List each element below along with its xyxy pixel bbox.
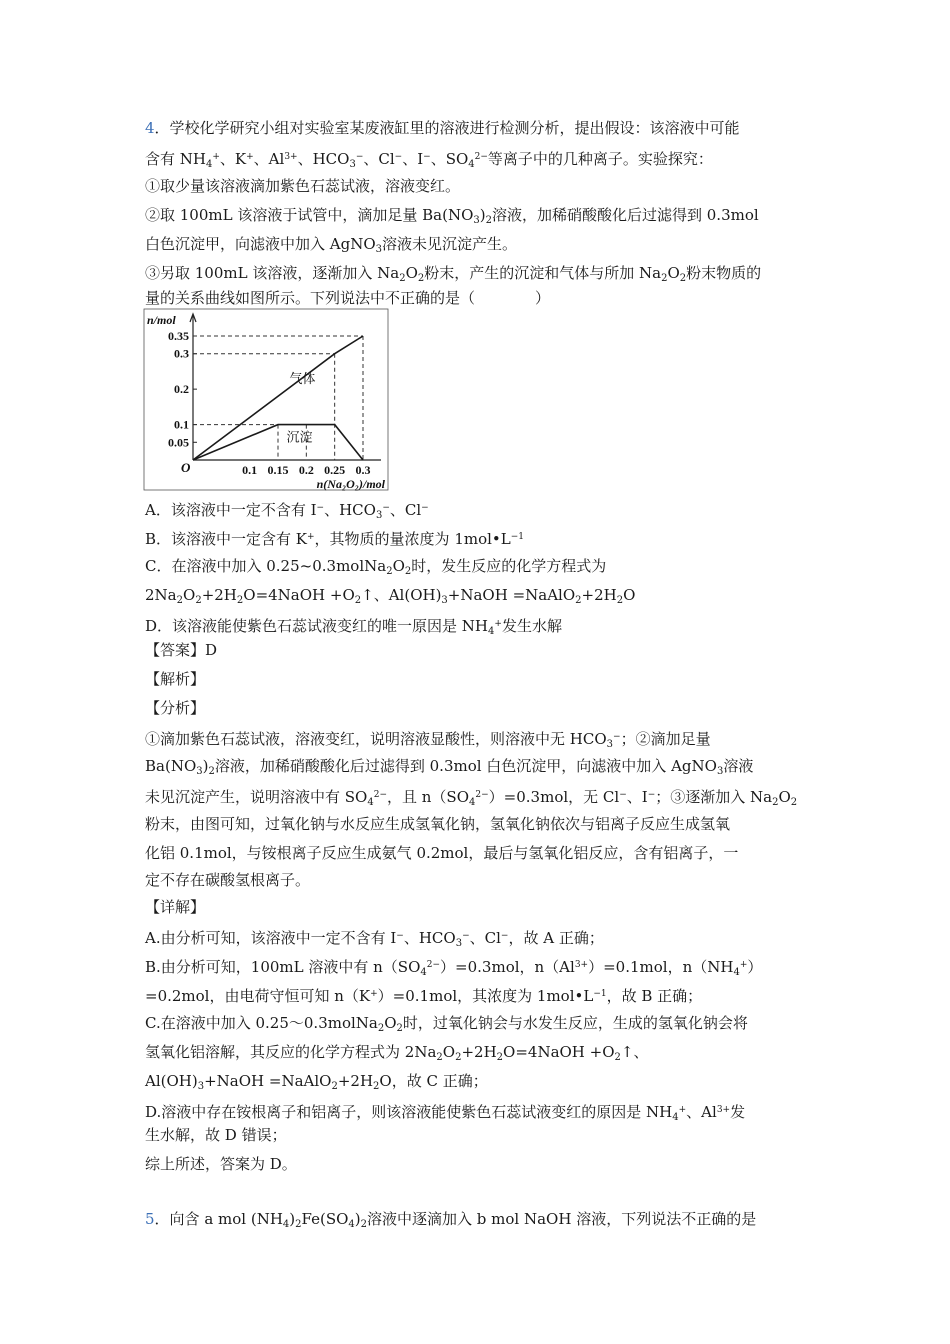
- fenxi-line-3: 未见沉淀产生，说明溶液中有 $SO_4^{2-}$，且 $n(SO_4^{2-})=0.3mol$，无 Cl−、I−；③逐渐加入 $Na_2O_2$: [145, 788, 798, 808]
- q4-chart: [143, 308, 393, 493]
- q4-option-a: A．该溶液中一定不含有 I−、$HCO_3^-$、Cl−: [145, 501, 429, 521]
- origin-label: O: [181, 460, 191, 475]
- q5-line: 5．向含 a mol $(NH_4)_2Fe(SO_4)_2$溶液中逐滴加入 b mol NaOH 溶液，下列说法不正确的是: [145, 1210, 757, 1230]
- jiexi-heading: 【解析】: [145, 670, 206, 688]
- q4-option-b: B．该溶液中一定含有 K+，其物质的量浓度为 $1mol•L^{-1}$: [145, 530, 525, 548]
- y-axis-label: n/mol: [147, 313, 176, 327]
- x-axis-label: n(Na₂O₂)/mol: [316, 477, 385, 491]
- xiangjie-line-9: 综上所述，答案为 D。: [145, 1155, 297, 1173]
- q4-line-6: ③另取 100mL 该溶液，逐渐加入 $Na_2O_2$粉末，产生的沉淀和气体与所加 $Na_2O_2$粉末物质的: [145, 264, 762, 284]
- fenxi-heading: 【分析】: [145, 699, 206, 717]
- series-label-gas: 气体: [289, 372, 316, 388]
- series-label-precipitate: 沉淀: [286, 430, 313, 446]
- q4-line-2: 含有 $NH_4^+$、K+、$Al^{3+}$、$HCO_3^-$、Cl−、I−、$SO_4^{2-}$等离子中的几种离子。实验探究：: [145, 150, 713, 170]
- q4-option-c: C．在溶液中加入 $0.25\sim 0.3molNa_2O_2$时，发生反应的化学方程式为: [145, 557, 607, 577]
- xiangjie-line-8: 生水解，故 D 错误；: [145, 1126, 287, 1144]
- x-tick-label-1: 0.15: [267, 463, 289, 477]
- q4-line-5: 白色沉淀甲，向滤液中加入 AgNO$_3$溶液未见沉淀产生。: [145, 235, 518, 255]
- x-tick-label-4: 0.3: [355, 463, 371, 477]
- fenxi-line-5: 化铝 0.1mol，与铵根离子反应生成氨气 0.2mol，最后与氢氧化铝反应，含有铝离子，一: [145, 844, 739, 862]
- y-tick-label-3: 0.3: [174, 346, 189, 361]
- xiangjie-heading: 【详解】: [145, 898, 206, 916]
- x-tick-label-3: 0.25: [324, 463, 346, 477]
- fenxi-line-2: $Ba(NO_3)_2$溶液，加稀硝酸酸化后过滤得到 0.3mol 白色沉淀甲，向滤液中加入 AgNO$_3$溶液: [145, 757, 754, 777]
- x-tick-label-2: 0.2: [298, 463, 314, 477]
- xiangjie-line-4: C.在溶液中加入 $0.25\sim 0.3molNa_2O_2$时，过氧化钠会与水发生反应，生成的氢氧化钠会将: [145, 1014, 748, 1034]
- y-tick-label-0: 0.05: [168, 435, 189, 450]
- q4-option-c-eq: $2Na_2O_2+2H_2O=4NaOH$ $+O_2↑$、$Al(OH)_3+NaOH$ $=NaAlO_2+2H_2O$: [145, 586, 636, 606]
- y-tick-label-1: 0.1: [174, 417, 189, 432]
- fenxi-line-1: ①滴加紫色石蕊试液，溶液变红，说明溶液显酸性，则溶液中无 $HCO_3^-$；②滴加足量: [145, 730, 711, 750]
- xiangjie-line-3: =0.2mol，由电荷守恒可知 n（K+）=0.1mol，其浓度为 $1mol•L^{-1}$，故 B 正确；: [145, 987, 703, 1005]
- y-tick-label-4: 0.35: [168, 329, 189, 343]
- q4-option-d: D．该溶液能使紫色石蕊试液变红的唯一原因是 $NH_4^+$发生水解: [145, 617, 562, 637]
- y-tick-label-2: 0.2: [174, 382, 189, 397]
- xiangjie-line-6: $Al(OH)_3+NaOH$ $=NaAlO_2+2H_2O$，故 C 正确；: [145, 1072, 488, 1092]
- answer: 【答案】D: [145, 641, 218, 659]
- fenxi-line-6: 定不存在碳酸氢根离子。: [145, 871, 311, 889]
- xiangjie-line-7: D.溶液中存在铵根离子和铝离子，则该溶液能使紫色石蕊试液变红的原因是 $NH_4^+$、$Al^{3+}$发: [145, 1103, 746, 1123]
- q4-line-3: ①取少量该溶液滴加紫色石蕊试液，溶液变红。: [145, 177, 461, 195]
- fenxi-line-4: 粉末，由图可知，过氧化钠与水反应生成氢氧化钠，氢氧化钠依次与铝离子反应生成氢氧: [145, 815, 731, 833]
- xiangjie-line-2: B.由分析可知，100mL 溶液中有 $n(SO_4^{2-})=0.3mol$，$n(Al^{3+})=0.1mol$，$n(NH_4^+)$: [145, 958, 763, 978]
- q4-line-1: 4．学校化学研究小组对实验室某废液缸里的溶液进行检测分析，提出假设：该溶液中可能: [145, 119, 740, 137]
- q4-line-4: ②取 100mL 该溶液于试管中，滴加足量 $Ba(NO_3)_2$溶液，加稀硝酸酸化后过滤得到 0.3mol: [145, 206, 759, 226]
- q4-line-7: 量的关系曲线如图所示。下列说法中不正确的是（ ）: [145, 289, 551, 307]
- chart-labels: [147, 313, 386, 491]
- xiangjie-line-5: 氢氧化铝溶解，其反应的化学方程式为 $2Na_2O_2+2H_2O=4NaOH$ $+O_2↑$、: [145, 1043, 649, 1063]
- xiangjie-line-1: A.由分析可知，该溶液中一定不含有 I−、$HCO_3^-$、Cl−，故 A 正确；: [145, 929, 604, 949]
- x-tick-label-0: 0.1: [242, 463, 258, 477]
